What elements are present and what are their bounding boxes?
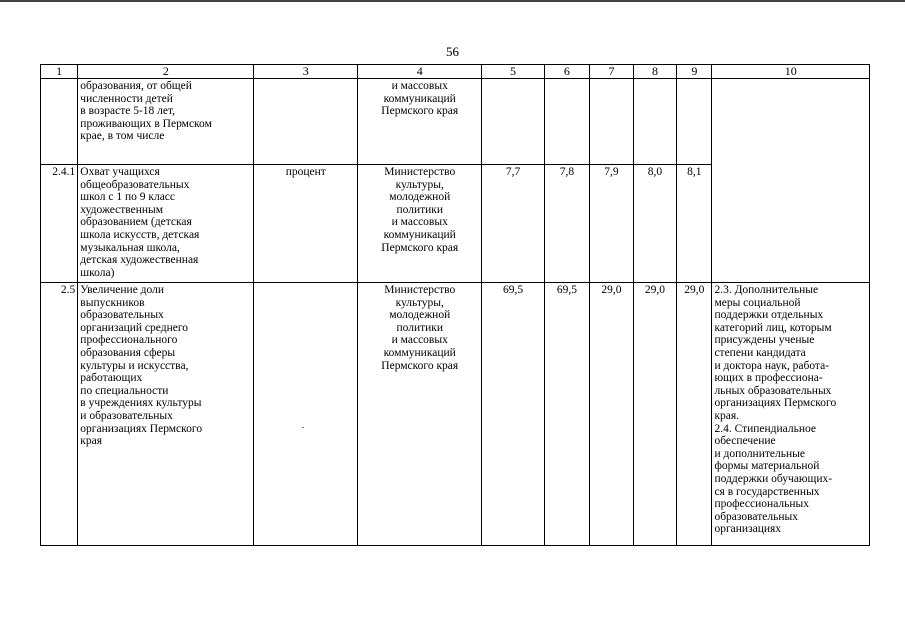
- document-table: [40, 64, 870, 546]
- value-cell: 29,0: [590, 283, 634, 546]
- scan-speck: [302, 427, 304, 428]
- column-header: 6: [544, 65, 590, 79]
- unit-cell: процент: [254, 165, 358, 283]
- value-cell: 8,0: [633, 165, 677, 283]
- value-cell: 7,8: [544, 165, 590, 283]
- column-header: 8: [633, 65, 677, 79]
- value-cell: [544, 79, 590, 165]
- value-cell: 8,1: [677, 165, 712, 283]
- unit-cell: [254, 79, 358, 165]
- value-cell: [482, 79, 544, 165]
- row-number: 2.5: [41, 283, 78, 546]
- value-cell: 7,9: [590, 165, 634, 283]
- value-cell: 69,5: [544, 283, 590, 546]
- column-header: 4: [358, 65, 482, 79]
- value-cell: 7,7: [482, 165, 544, 283]
- column-header: 5: [482, 65, 544, 79]
- column-header: 2: [78, 65, 254, 79]
- value-cell: 69,5: [482, 283, 544, 546]
- page-number: 56: [446, 44, 459, 59]
- unit-cell: [254, 283, 358, 546]
- table-row: [41, 79, 870, 165]
- value-cell: [633, 79, 677, 165]
- value-cell: 29,0: [677, 283, 712, 546]
- column-header: 7: [590, 65, 634, 79]
- value-cell: [677, 79, 712, 165]
- indicator-name: Увеличение доли выпускников образовательных организаций среднего профессионального образования сферы культуры и искусства, работающих по специальности в учреждениях культуры и образовательных организациях Пермского края: [78, 283, 254, 546]
- table-header-row: [41, 65, 870, 79]
- measures-cell: [712, 79, 870, 283]
- row-number: 2.4.1: [41, 165, 78, 283]
- table-row: [41, 283, 870, 546]
- row-number: [41, 79, 78, 165]
- indicator-name: образования, от общей численности детей в возрасте 5-18 лет, проживающих в Пермском крае, в том числе: [78, 79, 254, 165]
- column-header: 3: [254, 65, 358, 79]
- indicator-name: Охват учащихся общеобразовательных школ с 1 по 9 класс художественным образованием (детская школа искусств, детская музыкальная школа, детская художественная школа): [78, 165, 254, 283]
- column-header: 9: [677, 65, 712, 79]
- value-cell: 29,0: [633, 283, 677, 546]
- responsible-executor: Министерство культуры, молодежной политики и массовых коммуникаций Пермского края: [358, 165, 482, 283]
- column-header: 1: [41, 65, 78, 79]
- value-cell: [590, 79, 634, 165]
- column-header: 10: [712, 65, 870, 79]
- responsible-executor: Министерство культуры, молодежной политики и массовых коммуникаций Пермского края: [358, 283, 482, 546]
- responsible-executor: и массовых коммуникаций Пермского края: [358, 79, 482, 165]
- measures-cell: 2.3. Дополнительные меры социальной поддержки отдельных категорий лиц, которым присуждены ученые степени кандидата и доктора наук, работа- ющих в профессиона- льных образовательных организациях Пермского края. 2.4. Стипендиальное обеспечение и дополнительные формы материальной поддержки обучающих- ся в государственных профессиональных образовательных организациях: [712, 283, 870, 546]
- scan-top-edge: [0, 0, 905, 2]
